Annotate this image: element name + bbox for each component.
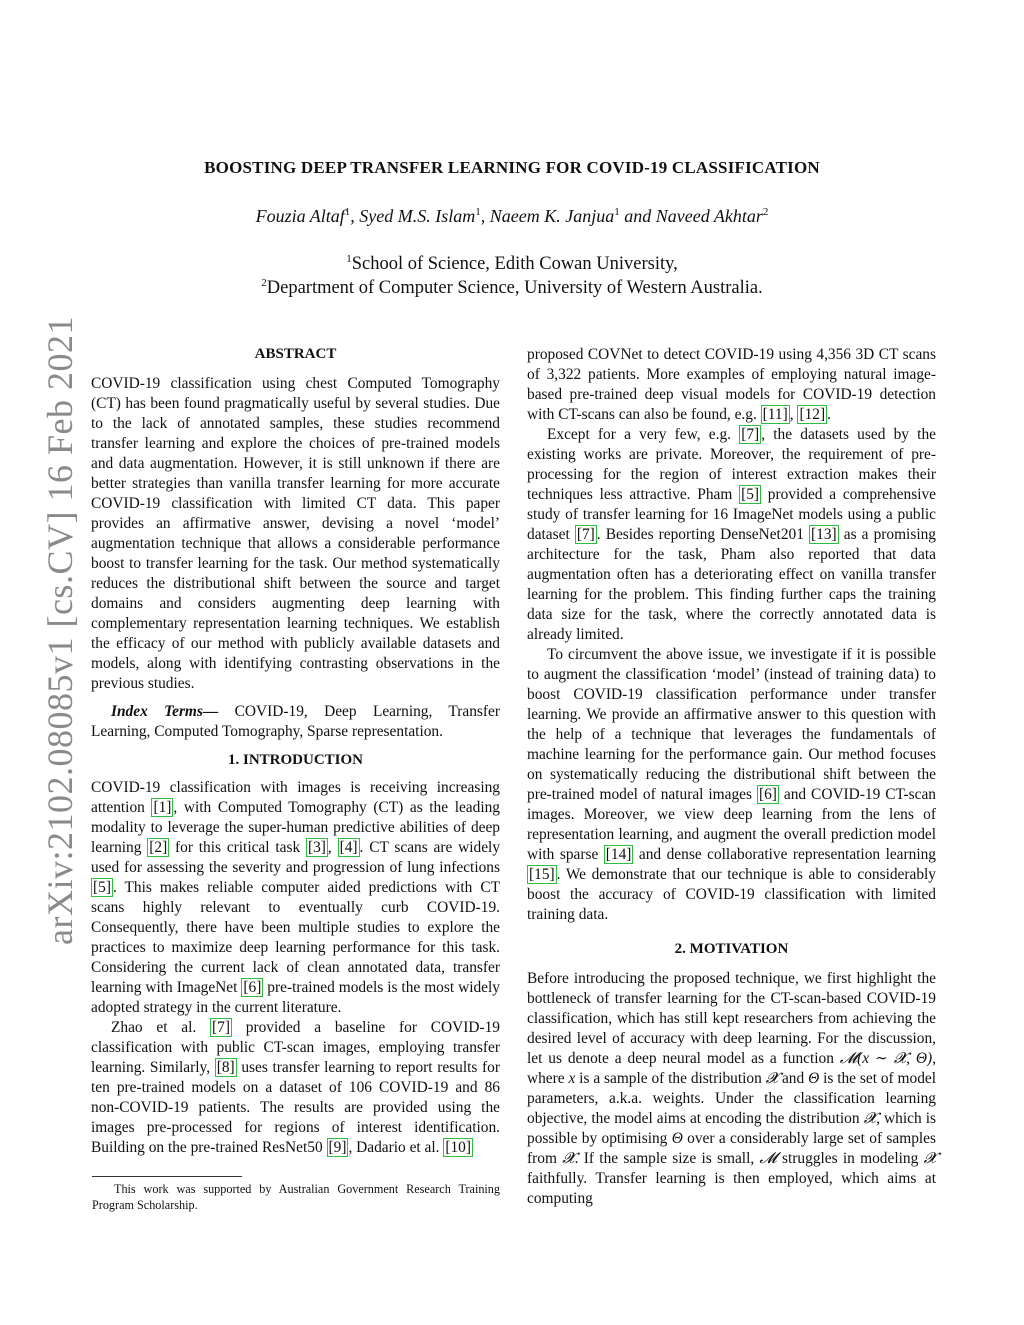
index-terms [91,702,500,742]
math-expression: 𝓧 [923,1150,936,1167]
affiliation-2 [0,278,1024,299]
text-run: Before introducing the proposed technique, we first highlight the bottleneck of transfer learning for the CT-scan-based COVID-19 classification, which has still kept researchers from achieving the desired level of accuracy with deep learning. For the discussion, let us denote a deep neural model as a function [527,970,936,1067]
author-affiliation-marker: 1 [614,206,620,218]
author-separator: and [619,206,656,226]
text-run: , where [527,1050,936,1087]
text-run: , Dadario et al. [348,1139,444,1156]
text-run: , [789,406,798,423]
citation-link[interactable]: [8] [216,1059,235,1076]
intro-paragraph-2 [91,1018,500,1158]
math-expression: 𝓧 [562,1150,575,1167]
text-run: . We demonstrate that our technique is able to considerably boost the accuracy of COVID-19 classification with limited training data. [527,866,936,923]
author-list [0,206,1024,227]
math-expression: x [568,1070,576,1087]
affiliation-text: School of Science, Edith Cowan University, [351,254,678,274]
citation-link[interactable]: [12] [799,406,826,423]
text-run: pre-trained models is the most widely adopted strategy in the current literature. [91,979,500,1016]
text-run: , which is possible by optimising [527,1110,937,1147]
author-name: Fouzia Altaf [255,206,345,226]
citation-link[interactable]: [6] [243,979,262,996]
text-run: and dense collaborative representation learning [633,846,936,863]
motivation-heading: 2. MOTIVATION [674,941,789,957]
author-affiliation-marker: 1 [475,206,481,218]
text-run: over a considerably large set of samples from [527,1130,936,1167]
author-name: Naveed Akhtar [655,206,763,226]
text-run: proposed COVNet to detect COVID-19 using 4,356 3D CT scans of 3,322 patients. More examples of employing natural image-based pre-trained deep visual models for COVID-19 detection with CT-scans can also be found, e.g. [527,346,936,423]
right-paragraph-2 [527,425,936,645]
text-run: Except for a very few, e.g. [547,426,740,443]
arxiv-identifier: arXiv:2102.08085v1 [cs.CV] 16 Feb 2021 [40,316,80,945]
paper-title: BOOSTING DEEP TRANSFER LEARNING FOR COVID-19 CLASSIFICATION [204,158,820,177]
text-run: is a sample of the distribution [575,1070,766,1087]
math-expression: 𝓧 [765,1070,779,1087]
citation-link[interactable]: [3] [307,839,326,856]
citation-link[interactable]: [5] [93,879,111,896]
citation-link[interactable]: [2] [149,839,168,856]
text-run: and COVID-19 CT-scan images. Moreover, we view deep learning from the lens of representation learning, and augment the overall prediction model with sparse [527,786,936,863]
footnote [92,1181,500,1213]
citation-link[interactable]: [9] [328,1139,347,1156]
text-run: Zhao et al. [111,1019,211,1036]
citation-link[interactable]: [14] [605,846,632,863]
text-run: uses transfer learning to report results for ten pre-trained models on a dataset of 106 COVID-19 and 86 non-COVID-19 patients. The results are provided using the images pre-processed for regions of interest identification. Building on the pre-trained ResNet50 [91,1059,500,1156]
citation-link[interactable]: [13] [811,526,837,543]
text-run: as a promising architecture for the task, Pham also reported that data augmentation often has a deteriorating effect on vanilla transfer learning for the problem. This finding further caps the training data size for the task, where the correctly annotated data is already limited. [527,526,936,643]
math-expression: Θ [671,1130,683,1147]
citation-link[interactable]: [11] [762,406,788,423]
author-affiliation-marker: 1 [344,206,351,218]
text-run: , the datasets used by the existing works are private. Moreover, the requirement of pre-processing for the region of interest extraction makes their techniques less attractive. Pham [527,426,936,503]
text-run: and [778,1070,809,1087]
text-run: . CT scans are widely used for assessing the severity and progression of lung infections [91,839,501,876]
math-expression: 𝓧 [863,1110,877,1127]
index-terms-label: Index Terms— [111,703,219,720]
text-run: To circumvent the above issue, we investigate if it is possible to augment the classification ‘model’ (instead of training data) to boost COVID-19 classification performance under transfer learning. We provide an affirmative answer to this question with the help of a technique that leverages the fundamentals of machine learning for the performance gain. Our method focuses on systematically reducing the distributional shift between the pre-trained model of natural images [527,646,936,803]
text-run: is the set of model parameters, a.k.a. weights. Under the classification learning objective, the model aims at encoding the distribution [527,1070,936,1127]
citation-link[interactable]: [6] [758,786,777,803]
text-run: . If the sample size is small, [574,1150,760,1167]
text-run: . Besides reporting DenseNet201 [596,526,810,543]
introduction-heading: 1. INTRODUCTION [227,752,363,768]
arxiv-side-stamp [32,316,80,945]
abstract-heading: ABSTRACT [254,346,337,362]
author-name: Naeem K. Janjua [489,206,615,226]
citation-link[interactable]: [10] [445,1139,471,1156]
right-paragraph-3 [527,645,936,925]
citation-link[interactable]: [4] [339,839,358,856]
citation-link[interactable]: [7] [212,1019,230,1036]
affiliation-marker: 1 [346,252,352,265]
footnote-rule [92,1176,242,1177]
math-expression: 𝓜 [759,1150,777,1167]
text-run: provided a baseline for COVID-19 classification with public CT-scan images, employing transfer learning. Similarly, [91,1019,500,1076]
abstract-text: COVID-19 classification using chest Computed Tomography (CT) has been found pragmatically useful by several studies. Due to the lack of annotated samples, these studies recommend transfer learning and explore the choices of pre-trained models and data augmentation. However, it is still unknown if there are better strategies than vanilla transfer learning for more accurate COVID-19 classification with limited CT data. This paper provides an affirmative answer, devising a novel ‘model’ augmentation technique that allows a considerable performance boost to transfer learning for the task. Our method systematically reduces the distributional shift between the source and target domains and considers augmenting deep learning with complementary representation learning techniques. We establish the efficacy of our method with publicly available datasets and models, along with identifying contrasting observations in the previous studies. [91,375,500,692]
citation-link[interactable]: [5] [741,486,760,503]
text-run: , [327,839,338,856]
right-column [527,345,936,1209]
author-separator: , [350,206,360,226]
citation-link[interactable]: [7] [576,526,595,543]
author-affiliation-marker: 2 [762,206,769,218]
author-name: Syed M.S. Islam [359,206,476,226]
affiliation-text: Department of Computer Science, University of Western Australia. [266,278,763,298]
math-expression: 𝓜(x ∼ 𝓧, Θ) [839,1050,933,1067]
affiliation-marker: 2 [261,276,267,289]
intro-paragraph-1 [91,778,500,1018]
footnote-text: This work was supported by Australian Government Research Training Program Scholarship. [92,1182,500,1212]
math-expression: Θ [808,1070,820,1087]
text-run: . This makes reliable computer aided predictions with CT scans highly relevant to eventually curb COVID-19. Consequently, there have been multiple studies to explore the practices to maximize deep learning performance for this task. Considering the current lack of clean annotated data, transfer learning with ImageNet [91,879,500,996]
text-run: . [827,406,831,423]
affiliation-1 [0,254,1024,275]
citation-link[interactable]: [7] [741,426,760,443]
text-run: for this critical task [169,839,306,856]
motivation-paragraph [527,969,936,1209]
text-run: provided a comprehensive study of transfer learning for 16 ImageNet models using a public dataset [527,486,936,543]
text-run: struggles in modeling [776,1150,924,1167]
citation-link[interactable]: [15] [529,866,555,883]
text-run: , with Computed Tomography (CT) as the leading modality to leverage the super-human predictive abilities of deep learning [91,799,500,856]
text-run: faithfully. Transfer learning is then employed, which aims at computing [527,1170,936,1207]
text-run: COVID-19 classification with images is receiving increasing attention [91,779,500,816]
left-column [91,344,500,1158]
index-terms-text: COVID-19, Deep Learning, Transfer Learning, Computed Tomography, Sparse representation. [91,703,500,740]
right-paragraph-1 [527,345,936,425]
citation-link[interactable]: [1] [153,799,172,816]
author-separator: , [480,206,490,226]
